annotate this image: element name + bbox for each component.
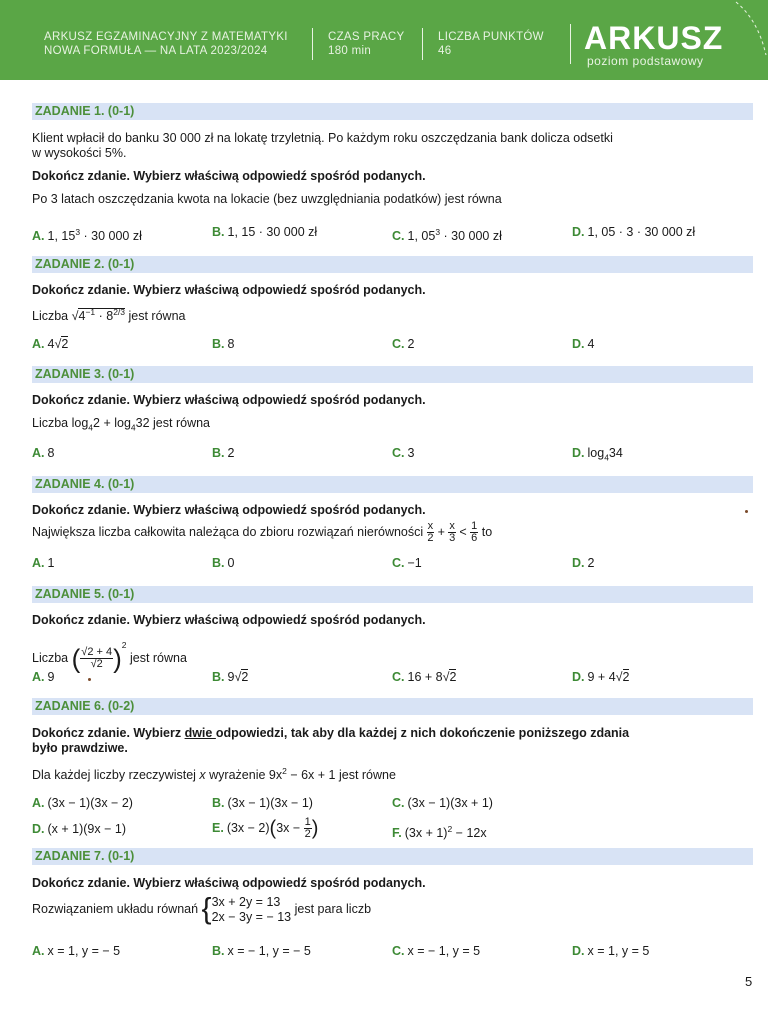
header-divider bbox=[422, 28, 423, 60]
question-text: to bbox=[478, 525, 493, 539]
option-text: 9 bbox=[47, 670, 55, 684]
task-1-question: Po 3 latach oszczędzania kwota na lokacie (bez uwzględniania podatków) jest równa bbox=[32, 192, 502, 206]
sqrt-expression: √2 bbox=[54, 337, 69, 351]
fraction: $\frac{x}{3}$ bbox=[449, 520, 456, 545]
option-letter: D. bbox=[572, 446, 585, 460]
page-number: 5 bbox=[745, 974, 753, 989]
task-4-header bbox=[32, 476, 753, 493]
option-letter: B. bbox=[212, 225, 225, 239]
question-text: Liczba bbox=[32, 651, 72, 665]
task-4-option-c[interactable] bbox=[392, 555, 422, 571]
task-5-question: Liczba ( $\frac{√2 + 4}{√2}$ )$^2$ jest równa bbox=[32, 640, 187, 674]
option-text: −1 bbox=[407, 556, 422, 570]
option-text: − 12x bbox=[452, 826, 487, 841]
header-divider bbox=[570, 24, 571, 64]
task-5-option-b[interactable] bbox=[212, 669, 248, 685]
task-3-header bbox=[32, 366, 753, 383]
option-letter: A. bbox=[32, 796, 45, 810]
exponent: 3 bbox=[75, 227, 81, 237]
option-text: log bbox=[587, 446, 605, 460]
question-text: Rozwiązaniem układu równań bbox=[32, 902, 202, 916]
option-text: 2 bbox=[587, 556, 595, 570]
task-2-option-a[interactable] bbox=[32, 336, 68, 352]
task-6-instruction bbox=[32, 726, 629, 741]
task-3-option-d[interactable]: D. $\log_434$ bbox=[572, 446, 623, 463]
option-text: 8 bbox=[227, 337, 235, 351]
corner-decoration bbox=[728, 0, 768, 60]
scan-mark bbox=[745, 510, 748, 513]
question-text: Liczba bbox=[32, 309, 72, 324]
option-letter: B. bbox=[212, 670, 225, 684]
option-letter: A. bbox=[32, 337, 45, 351]
option-text: 4 bbox=[587, 337, 595, 351]
option-text: 1, 15 · 30 000 zł bbox=[227, 225, 318, 239]
task-1-instruction: Dokończ zdanie. Wybierz właściwą odpowiedź spośród podanych. bbox=[32, 169, 426, 183]
exponent: 3 bbox=[435, 227, 441, 237]
exam-title-line2: NOWA FORMUŁA — NA LATA 2023/2024 bbox=[44, 45, 268, 57]
header-divider bbox=[312, 28, 313, 60]
task-4-option-a[interactable] bbox=[32, 555, 54, 571]
task-5-option-c[interactable] bbox=[392, 669, 456, 685]
task-1-title: ZADANIE 1. (0-1) bbox=[35, 104, 135, 118]
sqrt-expression: √2 bbox=[442, 670, 457, 684]
sqrt-expression: √2 bbox=[615, 670, 630, 684]
option-text: 1 bbox=[47, 556, 55, 570]
option-text: 1, 05 · 3 · 30 000 zł bbox=[587, 225, 696, 239]
task-5-option-d[interactable] bbox=[572, 669, 629, 685]
task-1-option-b[interactable] bbox=[212, 224, 317, 240]
question-text: jest para liczb bbox=[291, 902, 372, 916]
task-1-text: w wysokości 5%. bbox=[32, 146, 127, 160]
option-text: 1, 15 bbox=[47, 229, 76, 244]
option-letter: A. bbox=[32, 556, 45, 570]
task-4-question: Największa liczba całkowita należąca do zbioru rozwiązań nierówności $\frac{x}{2}$ + $\frac{x}{3}$ < $\frac{1}{6}$ to bbox=[32, 520, 493, 545]
option-text: (3x − 1)(3x − 2) bbox=[47, 796, 133, 810]
task-1-option-d[interactable] bbox=[572, 224, 695, 240]
header-banner bbox=[0, 0, 768, 80]
task-5-option-a[interactable] bbox=[32, 669, 54, 685]
exam-title bbox=[44, 30, 288, 58]
task-1-text: Klient wpłacił do banku 30 000 zł na lokatę trzyletnią. Po każdym roku oszczędzania bank dolicza odsetki bbox=[32, 131, 613, 145]
task-7-option-b[interactable] bbox=[212, 943, 311, 959]
option-text: 3 bbox=[407, 446, 415, 460]
question-text: Dla każdej liczby rzeczywistej bbox=[32, 768, 200, 783]
option-text: 9 bbox=[227, 670, 235, 684]
question-text: 32 jest równa bbox=[135, 416, 211, 430]
task-6-question bbox=[32, 764, 396, 783]
option-text: 2 bbox=[227, 446, 235, 460]
task-6-option-e[interactable]: E. (3x − 2)(3x − $\frac{1}{2}$ ) bbox=[212, 816, 319, 841]
task-3-question: Liczba $\log_42 + \log_432$ jest równa bbox=[32, 416, 211, 433]
task-3-option-a[interactable] bbox=[32, 445, 54, 461]
task-2-header bbox=[32, 256, 753, 273]
option-letter: D. bbox=[572, 670, 585, 684]
task-6-instruction: było prawdziwe. bbox=[32, 741, 128, 755]
level-label: poziom podstawowy bbox=[587, 54, 704, 68]
task-5-instruction: Dokończ zdanie. Wybierz właściwą odpowiedź spośród podanych. bbox=[32, 613, 426, 627]
task-3-option-b[interactable] bbox=[212, 445, 234, 461]
option-letter: B. bbox=[212, 446, 225, 460]
task-5-title: ZADANIE 5. (0-1) bbox=[35, 587, 135, 601]
option-text: x = − 1, y = 5 bbox=[407, 944, 481, 958]
option-letter: C. bbox=[392, 796, 405, 810]
option-letter: D. bbox=[32, 822, 45, 836]
question-text: wyrażenie bbox=[205, 768, 269, 783]
task-5-header bbox=[32, 586, 753, 603]
option-text: · 30 000 zł bbox=[80, 229, 142, 244]
option-text: x = 1, y = − 5 bbox=[47, 944, 121, 958]
option-letter: D. bbox=[572, 337, 585, 351]
task-6-header bbox=[32, 698, 753, 715]
points-label: LICZBA PUNKTÓW bbox=[438, 31, 544, 43]
points-value: 46 bbox=[438, 45, 452, 57]
option-letter: F. bbox=[392, 826, 402, 841]
time-value: 180 min bbox=[328, 45, 372, 57]
task-2-question bbox=[32, 301, 185, 327]
option-letter: E. bbox=[212, 821, 224, 835]
task-2-title: ZADANIE 2. (0-1) bbox=[35, 257, 135, 271]
question-text: Liczba log bbox=[32, 416, 89, 430]
fraction: $\frac{1}{6}$ bbox=[471, 520, 478, 545]
question-text: jest równa bbox=[125, 309, 186, 324]
option-letter: B. bbox=[212, 556, 225, 570]
option-text: x = − 1, y = − 5 bbox=[227, 944, 311, 958]
time-label: CZAS PRACY bbox=[328, 31, 405, 43]
task-1-header bbox=[32, 103, 753, 120]
sqrt-expression: $√4^{-1} \cdot 8^{2/3}$ bbox=[71, 307, 126, 324]
task-3-option-c[interactable] bbox=[392, 445, 414, 461]
task-7-option-c[interactable] bbox=[392, 943, 480, 959]
task-3-title: ZADANIE 3. (0-1) bbox=[35, 367, 135, 381]
task-7-question: Rozwiązaniem układu równań { 3x + 2y = 13 2x − 3y = − 13 jest para liczb bbox=[32, 892, 372, 926]
task-2-option-d[interactable] bbox=[572, 336, 594, 352]
question-text: x bbox=[199, 768, 206, 783]
scan-mark bbox=[88, 678, 91, 681]
task-2-option-b[interactable] bbox=[212, 336, 234, 352]
option-letter: B. bbox=[212, 337, 225, 351]
option-letter: C. bbox=[392, 229, 405, 244]
option-letter: B. bbox=[212, 796, 225, 810]
task-2-instruction: Dokończ zdanie. Wybierz właściwą odpowiedź spośród podanych. bbox=[32, 283, 426, 297]
task-7-instruction: Dokończ zdanie. Wybierz właściwą odpowiedź spośród podanych. bbox=[32, 876, 426, 890]
task-2-option-c[interactable] bbox=[392, 336, 414, 352]
option-text: 1, 05 bbox=[407, 229, 436, 244]
task-7-option-d[interactable] bbox=[572, 943, 649, 959]
task-6-option-f[interactable]: F. $(3x + 1)^2 - 12x$ bbox=[392, 824, 487, 841]
option-letter: C. bbox=[392, 337, 405, 351]
option-text: 9 + 4 bbox=[587, 670, 616, 684]
option-text: 2 bbox=[407, 337, 415, 351]
option-letter: C. bbox=[392, 944, 405, 958]
option-text: 4 bbox=[47, 337, 55, 351]
task-4-title: ZADANIE 4. (0-1) bbox=[35, 477, 135, 491]
instruction-text: odpowiedzi, tak aby dla każdej z nich dokończenie poniższego zdania bbox=[215, 726, 630, 740]
option-text: 0 bbox=[227, 556, 235, 570]
task-7-header bbox=[32, 848, 753, 865]
task-6-option-b[interactable] bbox=[212, 795, 313, 811]
task-4-option-b[interactable] bbox=[212, 555, 234, 571]
task-3-instruction: Dokończ zdanie. Wybierz właściwą odpowiedź spośród podanych. bbox=[32, 393, 426, 407]
option-letter: D. bbox=[572, 944, 585, 958]
sqrt-expression: √2 bbox=[234, 670, 249, 684]
question-text: jest równa bbox=[126, 651, 187, 665]
task-1-option-a[interactable] bbox=[32, 224, 142, 244]
task-7-option-a[interactable] bbox=[32, 943, 120, 959]
task-6-option-d[interactable] bbox=[32, 821, 126, 837]
equation: 2x − 3y = − 13 bbox=[211, 909, 292, 924]
question-text: 2 + log bbox=[93, 416, 131, 430]
brand-title: ARKUSZ bbox=[584, 20, 724, 56]
fraction: $\frac{x}{2}$ bbox=[427, 520, 434, 545]
fraction: $\frac{√2 + 4}{√2}$ bbox=[81, 646, 113, 671]
instruction-text: dwie bbox=[184, 726, 216, 740]
equation-system bbox=[212, 895, 292, 925]
task-1-option-c[interactable] bbox=[392, 224, 502, 244]
expression: $9x^2 - 6x + 1$ jest równe bbox=[268, 766, 396, 783]
option-letter: D. bbox=[572, 556, 585, 570]
time-block bbox=[328, 30, 405, 58]
option-letter: C. bbox=[392, 446, 405, 460]
exam-title-line1: ARKUSZ EGZAMINACYJNY Z MATEMATYKI bbox=[44, 31, 288, 43]
task-6-option-a[interactable] bbox=[32, 795, 133, 811]
task-4-instruction: Dokończ zdanie. Wybierz właściwą odpowiedź spośród podanych. bbox=[32, 503, 426, 517]
option-letter: A. bbox=[32, 944, 45, 958]
option-text: 34 bbox=[608, 446, 623, 460]
equation: 3x + 2y = 13 bbox=[211, 894, 281, 909]
fraction: $\frac{1}{2}$ bbox=[304, 816, 311, 841]
option-letter: C. bbox=[392, 670, 405, 684]
task-6-title: ZADANIE 6. (0-2) bbox=[35, 699, 135, 713]
task-4-option-d[interactable] bbox=[572, 555, 594, 571]
option-text: (3x − 1)(3x − 1) bbox=[227, 796, 313, 810]
option-text: 16 + 8 bbox=[407, 670, 443, 684]
task-7-title: ZADANIE 7. (0-1) bbox=[35, 849, 135, 863]
task-6-option-c[interactable] bbox=[392, 795, 493, 811]
instruction-text: Dokończ zdanie. Wybierz bbox=[32, 726, 185, 740]
option-letter: C. bbox=[392, 556, 405, 570]
option-letter: A. bbox=[32, 229, 45, 244]
option-letter: A. bbox=[32, 670, 45, 684]
option-letter: D. bbox=[572, 225, 585, 239]
points-block bbox=[438, 30, 544, 58]
option-letter: A. bbox=[32, 446, 45, 460]
question-text: Największa liczba całkowita należąca do zbioru rozwiązań nierówności bbox=[32, 525, 427, 539]
option-text: 8 bbox=[47, 446, 55, 460]
option-text: (3x − 2) bbox=[226, 821, 270, 835]
option-text: (3x − 1)(3x + 1) bbox=[407, 796, 493, 810]
option-letter: B. bbox=[212, 944, 225, 958]
option-text: x = 1, y = 5 bbox=[587, 944, 650, 958]
option-text: (3x + 1) bbox=[404, 826, 448, 841]
option-text: · 30 000 zł bbox=[440, 229, 502, 244]
option-text: (x + 1)(9x − 1) bbox=[47, 822, 126, 836]
